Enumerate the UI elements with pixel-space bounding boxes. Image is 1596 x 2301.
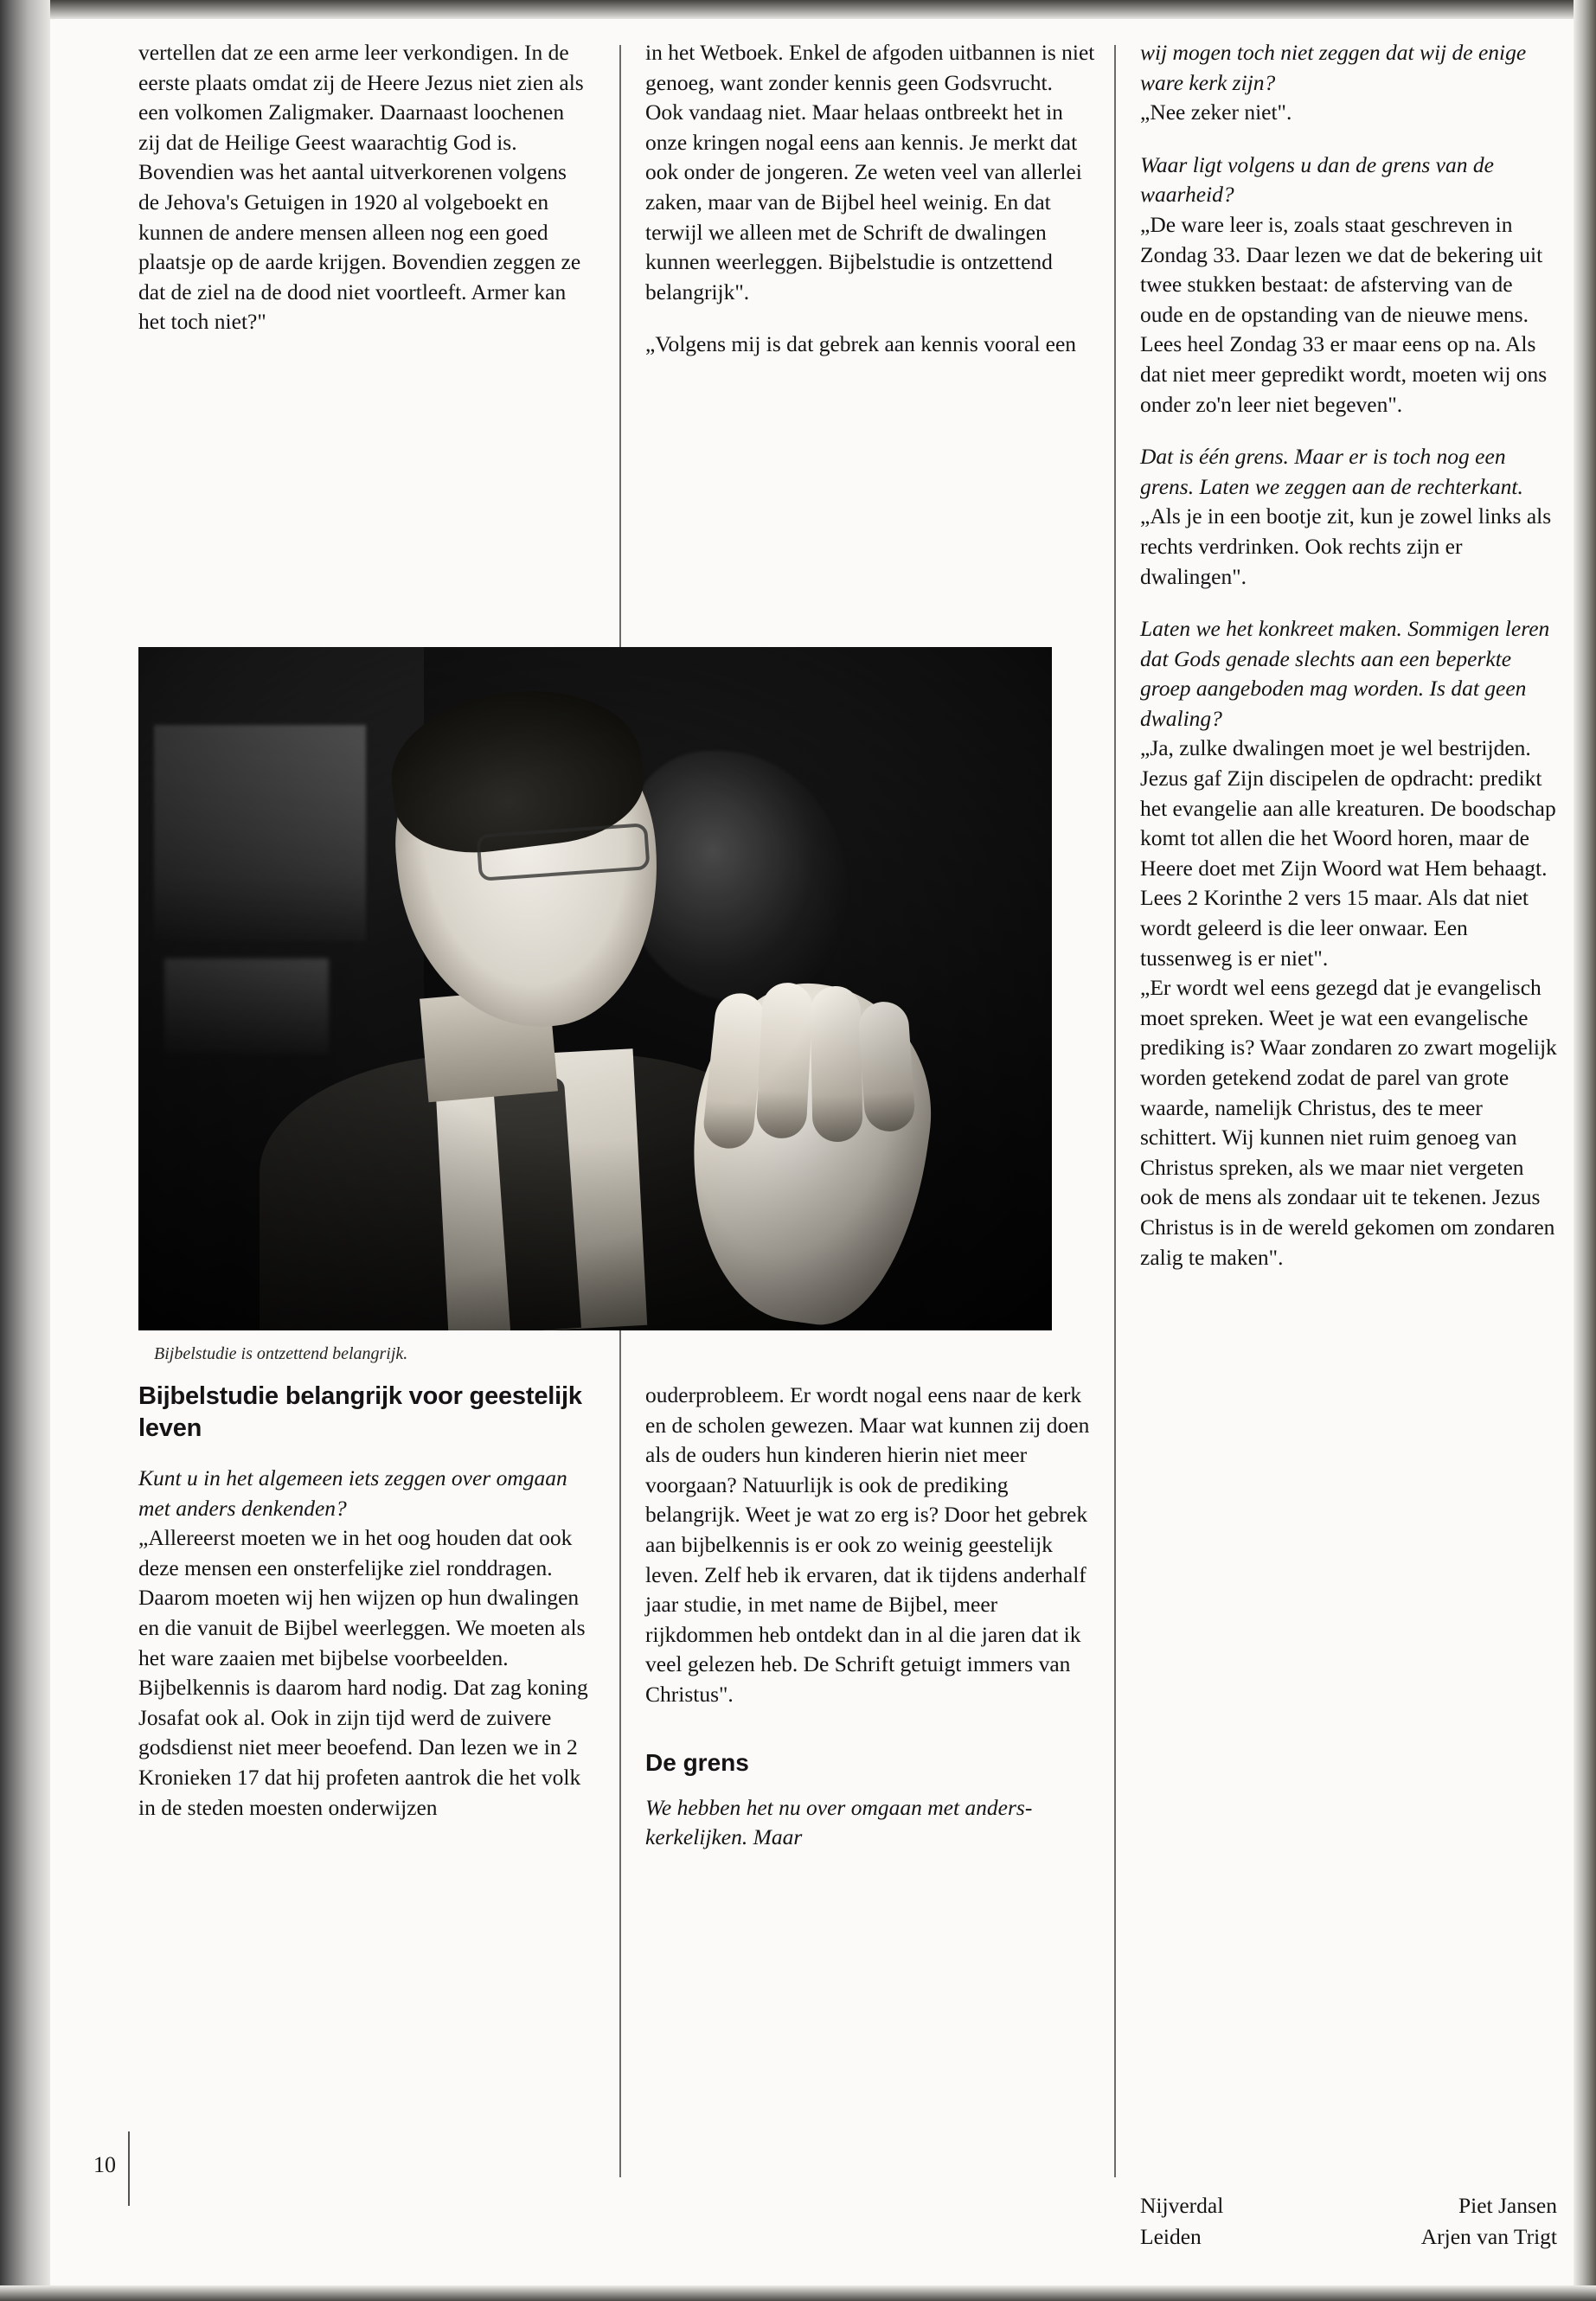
- photo-interview-subject: [138, 647, 1052, 1330]
- column-middle-top: [645, 38, 1095, 360]
- paragraph: in het Wetboek. Enkel de afgoden uitbannen is niet genoeg, want zonder kennis geen Godsvrucht. Ook vandaag niet. Maar helaas ontbreekt het in onze kringen nogal eens aan kennis. Je merkt dat ook onder de jongeren. Ze weten veel van allerlei zaken, maar van de Bijbel heel weinig. En dat terwijl we alleen met de Schrift de dwalingen kunnen weerleggen. Bijbelstudie is ontzettend belangrijk".: [645, 40, 1095, 304]
- question-paragraph: Waar ligt volgens u dan de grens van de waarheid?: [1140, 151, 1494, 208]
- column-left-top: [138, 38, 588, 337]
- column-right: [1140, 38, 1557, 1272]
- answer-paragraph: „Ja, zulke dwalingen moet je wel bestrijden. Jezus gaf Zijn discipelen de opdracht: predikt het evangelie aan alle kreaturen. De boodschap komt tot allen die het Woord horen, maar de Heere doet met Zijn Woord wat Hem behaagt. Lees 2 Korinthe 2 vers 15 maar. Als dat niet wordt geleerd is die leer onwaar. Een tussenweg is er niet".: [1140, 735, 1556, 971]
- column-divider-2: [1114, 45, 1116, 2177]
- answer-paragraph: „Nee zeker niet".: [1140, 99, 1292, 125]
- photo-vignette: [138, 647, 1052, 1330]
- scan-edge-right: [1574, 0, 1596, 2301]
- signoff-author: Piet Jansen: [1458, 2193, 1557, 2218]
- answer-paragraph: „Allereerst moeten we in het oog houden dat ook deze mensen een onsterfelijke ziel ronddragen. Daarom moeten wij hen wijzen op hun dwalingen en die vanuit de Bijbel weerleggen. We moeten als het ware zaaien met bijbelse voorbeelden. Bijbelkennis is daarom hard nodig. Dat zag koning Josafat ook al. Ook in zijn tijd werd de zuivere godsdienst niet meer beoefend. Dan lezen we in 2 Kronieken 17 dat hij profeten aantrok die het volk in de steden moesten onderwijzen: [138, 1525, 588, 1820]
- scan-edge-bottom: [0, 2285, 1596, 2301]
- signoff-place: Nijverdal: [1140, 2193, 1224, 2218]
- question-paragraph: We hebben het nu over omgaan met anders-kerkelijken. Maar: [645, 1794, 1033, 1850]
- answer-paragraph: „Er wordt wel eens gezegd dat je evangelisch moet spreken. Weet je wat een evangelische prediking is? Waar zondaren zo zwart mogelijk worden getekend zodat de parel van grote waarde, namelijk Christus, des te meer schittert. Wij kunnen niet ruim genoeg van Christus spreken, als we maar niet vergeten ook de mens als zondaar uit te tekenen. Jezus Christus is in de wereld gekomen om zondaren zalig te maken".: [1140, 975, 1557, 1270]
- paragraph: ouderprobleem. Er wordt nogal eens naar de kerk en de scholen gewezen. Maar wat kunnen zij doen als de ouders hun kinderen hierin niet meer voorgaan? Natuurlijk is ook de prediking belangrijk. Weet je wat zo erg is? Door het gebrek aan bijbelkennis is er ook zo weinig geestelijk leven. Zelf heb ik ervaren, dat ik tijdens anderhalf jaar studie, in met name de Bijbel, meer rijkdommen heb ontdekt dan in al die jaren dat ik veel gelezen heb. De Schrift getuigt immers van Christus".: [645, 1382, 1090, 1707]
- answer-paragraph: „De ware leer is, zoals staat geschreven in Zondag 33. Daar lezen we dat de bekering uit twee stukken bestaat: de afsterving van de oude en de opstanding van de nieuwe mens. Lees heel Zondag 33 er maar eens op na. Als dat niet meer gepredikt wordt, moeten wij ons onder zo'n leer niet begeven".: [1140, 211, 1548, 417]
- article-signoff: [1140, 2190, 1557, 2253]
- signoff-author: Arjen van Trigt: [1420, 2224, 1557, 2249]
- question-paragraph: wij mogen toch niet zeggen dat wij de enige ware kerk zijn?: [1140, 40, 1527, 95]
- paragraph: „Volgens mij is dat gebrek aan kennis vooral een: [645, 331, 1077, 357]
- section-heading-bijbelstudie: Bijbelstudie belangrijk voor geestelijk leven: [138, 1382, 582, 1442]
- scan-edge-left: [0, 0, 50, 2301]
- signoff-row: [1140, 2190, 1557, 2221]
- question-paragraph: Laten we het konkreet maken. Sommigen leren dat Gods genade slechts aan een beperkte groep aangeboden mag worden. Is dat geen dwaling?: [1140, 616, 1550, 731]
- article-content: [93, 38, 1557, 2253]
- scan-edge-top: [0, 0, 1596, 19]
- paragraph: vertellen dat ze een arme leer verkondigen. In de eerste plaats omdat zij de Heere Jezus niet zien als een volkomen Zaligmaker. Daarnaast loochenen zij dat de Heilige Geest waarachtig God is. Bovendien was het aantal uitverkorenen volgens de Jehova's Getuigen in 1920 al volgeboekt en kunnen de andere mensen alleen nog een goed plaatsje op de aarde krijgen. Bovendien zeggen ze dat de ziel na de dood niet voortleeft. Armer kan het toch niet?": [138, 40, 584, 335]
- answer-paragraph: „Als je in een bootje zit, kun je zowel links als rechts verdrinken. Ook rechts zijn er dwalingen".: [1140, 503, 1552, 589]
- photo-caption: Bijbelstudie is ontzettend belangrijk.: [154, 1344, 408, 1363]
- question-paragraph: Dat is één grens. Maar er is toch nog een grens. Laten we zeggen aan de rechterkant.: [1140, 444, 1523, 499]
- question-paragraph: Kunt u in het algemeen iets zeggen over omgaan met anders denkenden?: [138, 1465, 567, 1521]
- signoff-row: [1140, 2221, 1557, 2253]
- column-middle-bottom: [645, 1381, 1095, 1853]
- signoff-place: Leiden: [1140, 2224, 1202, 2249]
- page-number-rule: [128, 2131, 130, 2206]
- section-heading-de-grens: De grens: [645, 1748, 749, 1776]
- column-left-bottom: [138, 1381, 588, 1823]
- article-photo-block: [138, 647, 1052, 1365]
- page-number: 10: [93, 2152, 116, 2177]
